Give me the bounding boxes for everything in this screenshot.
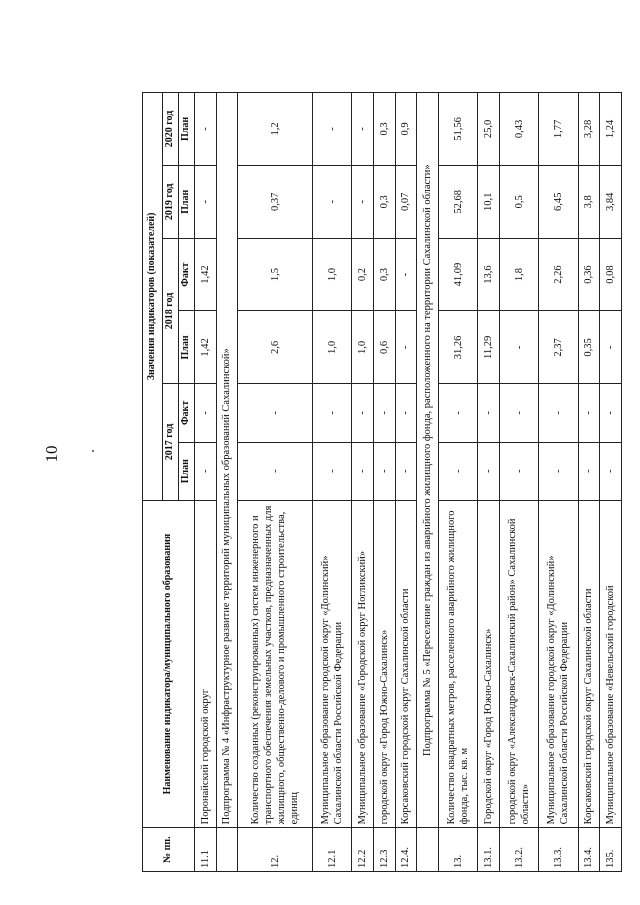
table-row <box>499 93 538 872</box>
row-value: - <box>499 311 538 384</box>
row-value: - <box>312 384 351 442</box>
row-name: Корсаковский городской округ Сахалинской области <box>395 500 417 828</box>
row-value: - <box>578 442 600 500</box>
row-number: 13.2. <box>499 828 538 872</box>
row-value: 31,26 <box>438 311 477 384</box>
row-value: - <box>238 384 313 442</box>
row-value: 51,56 <box>438 93 477 166</box>
row-name: городской округ «Александровск-Сахалинский район» Сахалинской области» <box>499 500 538 828</box>
row-value: 1,42 <box>195 238 217 311</box>
row-value: 0,37 <box>238 165 313 238</box>
row-value: - <box>195 442 217 500</box>
row-value: 0,6 <box>373 311 395 384</box>
table-row <box>539 93 578 872</box>
row-value: 1,77 <box>539 93 578 166</box>
row-name: Городской округ «Город Южно-Сахалинск» <box>478 500 500 828</box>
row-name: Количество созданных (реконструированных) систем инженерного и транспортного обеспечения земельных участков, предназначенных для жилищного, общественно-делового и промышленного строительства, единиц <box>238 500 313 828</box>
stray-dot <box>92 450 94 452</box>
row-name: городской округ «Город Южно-Сахалинск» <box>373 500 395 828</box>
row-number: 13.4. <box>578 828 600 872</box>
header-2018: 2018 год <box>163 238 179 384</box>
row-value: 0,07 <box>395 165 417 238</box>
row-value: - <box>438 442 477 500</box>
header-2017: 2017 год <box>163 384 179 500</box>
row-value: - <box>499 442 538 500</box>
row-value: - <box>312 442 351 500</box>
row-value: 1,5 <box>238 238 313 311</box>
row-number: 12.1 <box>312 828 351 872</box>
row-value: - <box>312 93 351 166</box>
section-row <box>216 93 238 872</box>
row-value: 0,36 <box>578 238 600 311</box>
row-number: 13. <box>438 828 477 872</box>
row-value: 11,29 <box>478 311 500 384</box>
header-plan: План <box>179 165 195 238</box>
table-row <box>312 93 351 872</box>
table-row <box>195 93 217 872</box>
table-row <box>600 93 622 872</box>
table-row <box>478 93 500 872</box>
rotated-table-area <box>142 92 622 872</box>
row-value: - <box>352 93 374 166</box>
row-value: 3,28 <box>578 93 600 166</box>
row-value: - <box>578 384 600 442</box>
header-values-group: Значения индикаторов (показателей) <box>143 93 163 501</box>
row-value: 25,0 <box>478 93 500 166</box>
row-value: - <box>539 384 578 442</box>
row-value: 6,45 <box>539 165 578 238</box>
row-value: - <box>539 442 578 500</box>
row-value: - <box>395 384 417 442</box>
header-plan: План <box>179 93 195 166</box>
header-name: Наименование индикатора/муниципального образования <box>143 500 195 828</box>
row-value: 1,0 <box>312 238 351 311</box>
row-value: 1,0 <box>312 311 351 384</box>
row-value: 52,68 <box>438 165 477 238</box>
indicators-table <box>142 92 622 872</box>
table-row <box>438 93 477 872</box>
row-value: 1,2 <box>238 93 313 166</box>
row-value: - <box>373 442 395 500</box>
row-value: - <box>395 311 417 384</box>
row-value: 0,3 <box>373 93 395 166</box>
row-value: 3,8 <box>578 165 600 238</box>
header-fact: Факт <box>179 384 195 442</box>
row-value: 0,9 <box>395 93 417 166</box>
row-value: 1,24 <box>600 93 622 166</box>
section-title: Подпрограмма № 4 «Инфраструктурное развитие территорий муниципальных образований Сахалинской» <box>216 93 238 828</box>
section-empty-cell <box>417 828 439 872</box>
section-empty-cell <box>216 828 238 872</box>
row-name: Корсаковский городской округ Сахалинской области <box>578 500 600 828</box>
row-value: - <box>395 238 417 311</box>
row-value: - <box>195 93 217 166</box>
header-2019: 2019 год <box>163 165 179 238</box>
table-row <box>352 93 374 872</box>
row-value: - <box>195 165 217 238</box>
row-value: 41,09 <box>438 238 477 311</box>
row-value: 2,37 <box>539 311 578 384</box>
row-number: 13.3. <box>539 828 578 872</box>
row-number: 12. <box>238 828 313 872</box>
row-value: - <box>478 384 500 442</box>
header-plan: План <box>179 311 195 384</box>
row-name: Количество квадратных метров, расселенного аварийного жилищного фонда, тыс. кв. м <box>438 500 477 828</box>
row-value: 1,42 <box>195 311 217 384</box>
row-number: 11.1 <box>195 828 217 872</box>
row-value: 2,26 <box>539 238 578 311</box>
row-value: 10,1 <box>478 165 500 238</box>
row-name: Муниципальное образование «Городской округ Ногликский» <box>352 500 374 828</box>
row-value: 0,43 <box>499 93 538 166</box>
row-name: Муниципальное образование «Невельский городской <box>600 500 622 828</box>
row-number: 135. <box>600 828 622 872</box>
table-row <box>395 93 417 872</box>
table-row <box>238 93 313 872</box>
row-value: - <box>395 442 417 500</box>
row-value: 2,6 <box>238 311 313 384</box>
row-value: - <box>312 165 351 238</box>
row-value: - <box>195 384 217 442</box>
row-value: - <box>478 442 500 500</box>
row-value: - <box>352 384 374 442</box>
row-value: - <box>600 384 622 442</box>
row-value: 0,3 <box>373 165 395 238</box>
row-number: 12.3 <box>373 828 395 872</box>
row-value: 0,3 <box>373 238 395 311</box>
row-value: 0,35 <box>578 311 600 384</box>
row-value: 1,8 <box>499 238 538 311</box>
table-row <box>578 93 600 872</box>
row-value: 0,2 <box>352 238 374 311</box>
row-name: Муниципальное образование городской округ «Долинский» Сахалинской области Российской Федерации <box>312 500 351 828</box>
table-wrapper <box>142 92 622 872</box>
row-value: - <box>238 442 313 500</box>
row-value: - <box>352 442 374 500</box>
row-value: 3,84 <box>600 165 622 238</box>
header-plan: План <box>179 442 195 500</box>
table-body <box>195 93 622 872</box>
row-value: - <box>600 442 622 500</box>
row-value: - <box>438 384 477 442</box>
row-number: 12.2 <box>352 828 374 872</box>
section-row <box>417 93 439 872</box>
row-value: - <box>373 384 395 442</box>
row-value: - <box>499 384 538 442</box>
header-fact: Факт <box>179 238 195 311</box>
table-row <box>373 93 395 872</box>
header-2020: 2020 год <box>163 93 179 166</box>
row-value: 1,0 <box>352 311 374 384</box>
row-value: - <box>600 311 622 384</box>
row-value: 0,5 <box>499 165 538 238</box>
row-name: Поронайский городской округ <box>195 500 217 828</box>
row-number: 13.1. <box>478 828 500 872</box>
row-name: Муниципальное образование городской округ «Долинский» Сахалинской области Российской Федерации <box>539 500 578 828</box>
header-num: № пп. <box>143 828 195 872</box>
row-value: 13,6 <box>478 238 500 311</box>
page-number: 10 <box>42 445 61 463</box>
row-value: 0,08 <box>600 238 622 311</box>
section-title: Подпрограмма № 5 «Переселение граждан из аварийного жилищного фонда, расположенного на территории Сахалинской области» <box>417 93 439 828</box>
row-value: - <box>352 165 374 238</box>
row-number: 12.4. <box>395 828 417 872</box>
